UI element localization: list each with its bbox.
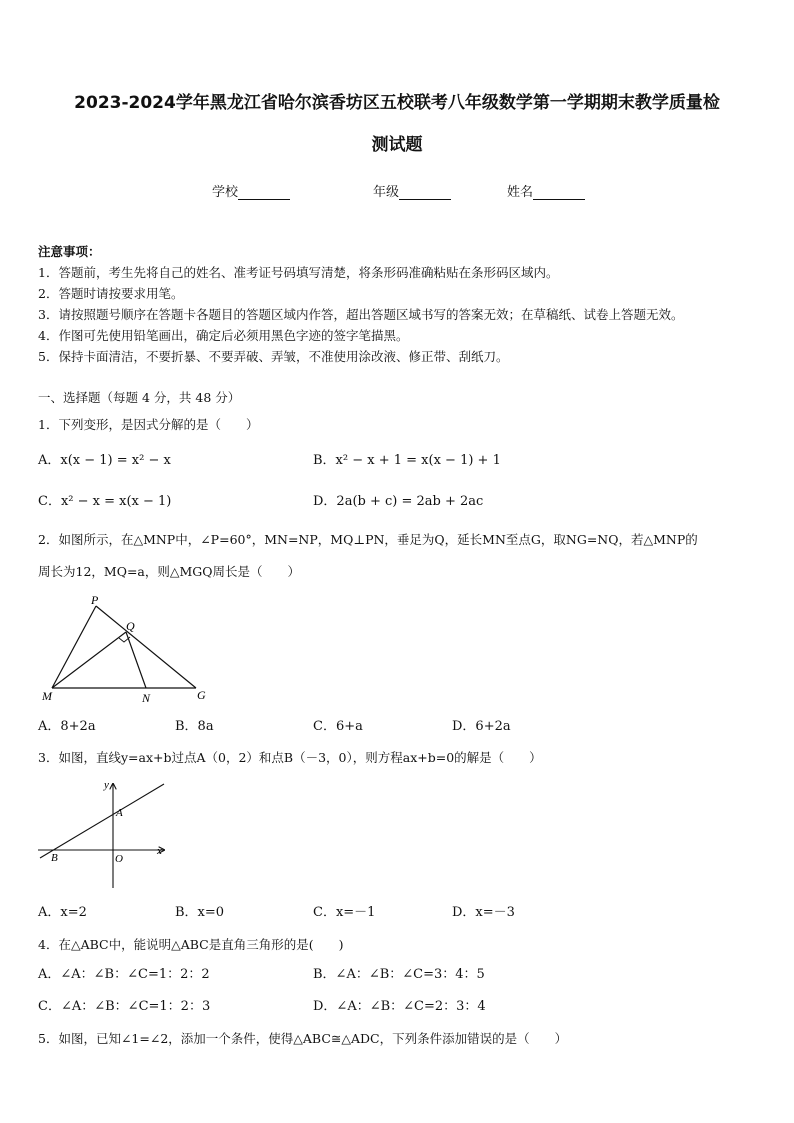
q4-option-a: A．∠A：∠B：∠C=1：2：2 [38,967,210,982]
grade-label: 年级 [373,185,400,200]
label-p: P [91,593,99,607]
line-y-ax-b [40,784,164,858]
q3-option-b: B．x=0 [175,905,225,920]
q3-option-d: D．x=－3 [452,905,515,920]
label-y: y [104,779,109,791]
school-label: 学校 [212,185,239,200]
label-a: A [116,807,123,819]
document-title-line1: 2023-2024学年黑龙江省哈尔滨香坊区五校联考八年级数学第一学期期末教学质量检 [74,93,720,113]
label-q: Q [126,619,135,633]
label-n: N [142,691,151,705]
q2-stem-line2: 周长为12，MQ=a，则△MGQ周长是（ ） [38,564,301,579]
notice-item: 3．请按照题号顺序在答题卡各题目的答题区域内作答，超出答题区域书写的答案无效；在草稿纸、试卷上答题无效。 [38,307,684,322]
document-title-line2: 测试题 [371,135,423,155]
label-o: O [115,853,123,865]
segment-pm [52,606,96,688]
name-field [507,181,585,200]
q3-stem: 3．如图，直线y=ax+b过点A（0，2）和点B（－3，0），则方程ax+b=0的解是（ ） [38,750,542,765]
school-field [212,181,290,200]
q1-option-d: D．2a(b + c) = 2ab + 2ac [313,494,484,509]
q3-option-c: C．x=－1 [313,905,376,920]
notice-item: 2．答题时请按要求用笔。 [38,286,184,301]
name-blank [533,187,585,200]
notice-item: 1．答题前，考生先将自己的姓名、准考证号码填写清楚，将条形码准确粘贴在条形码区域内。 [38,265,559,280]
section-heading: 一、选择题（每题 4 分，共 48 分） [38,390,241,405]
q3-coordinate-figure [36,778,168,890]
q2-option-a: A．8+2a [38,719,96,734]
q2-stem-line1: 2．如图所示，在△MNP中，∠P=60°，MN=NP，MQ⊥PN，垂足为Q，延长MN至点G，取NG=NQ，若△MNP的 [38,532,698,547]
q1-stem: 1．下列变形，是因式分解的是（ ） [38,417,259,432]
q4-stem: 4．在△ABC中，能说明△ABC是直角三角形的是( ) [38,937,344,952]
q5-stem: 5．如图，已知∠1=∠2，添加一个条件，使得△ABC≅△ADC，下列条件添加错误的是（ ） [38,1031,568,1046]
q1-option-a: A．x(x − 1) = x² − x [38,453,171,468]
q1-option-c: C．x² − x = x(x − 1) [38,494,172,509]
q2-triangle-figure [38,592,218,707]
label-g: G [197,688,206,702]
segment-mq [52,632,126,688]
q3-option-a: A．x=2 [38,905,87,920]
notice-heading: 注意事项： [38,244,101,259]
q4-option-d: D．∠A：∠B：∠C=2：3：4 [313,999,486,1014]
q4-option-b: B．∠A：∠B：∠C=3：4：5 [313,967,485,982]
notice-item: 5．保持卡面清洁，不要折暴、不要弄破、弄皱，不准使用涂改液、修正带、刮纸刀。 [38,349,509,364]
segment-qn [126,632,146,688]
q1-option-b: B．x² − x + 1 = x(x − 1) + 1 [313,453,501,468]
grade-field [373,181,451,200]
q2-option-b: B．8a [175,719,214,734]
q2-option-c: C．6+a [313,719,363,734]
grade-blank [399,187,451,200]
name-label: 姓名 [507,185,534,200]
notice-item: 4．作图可先使用铅笔画出，确定后必须用黑色字迹的签字笔描黑。 [38,328,409,343]
school-blank [238,187,290,200]
label-b: B [51,852,58,864]
segment-pg [96,606,196,688]
label-m: M [42,689,52,703]
q2-option-d: D．6+2a [452,719,511,734]
q4-option-c: C．∠A：∠B：∠C=1：2：3 [38,999,211,1014]
label-x: x [157,845,162,857]
